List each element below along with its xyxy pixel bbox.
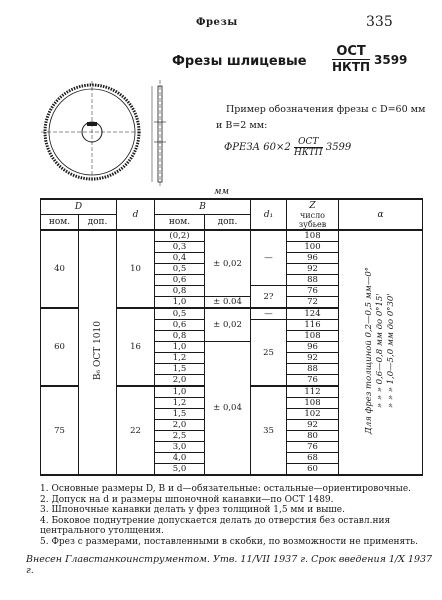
unit-label: мм xyxy=(214,187,229,197)
header-Z-sub: число зубьев xyxy=(298,210,327,229)
cell-B: 0,8 xyxy=(155,286,205,297)
designation-fraction xyxy=(294,137,323,158)
cell-d: 22 xyxy=(117,386,155,475)
header-d: d xyxy=(117,199,155,230)
header-D-nom: ном. xyxy=(41,215,79,231)
cell-B: 1,0 xyxy=(155,342,205,353)
cell-B: 3,0 xyxy=(155,442,205,453)
cell-Z: 116 xyxy=(287,320,339,331)
cell-d1: 35 xyxy=(251,386,287,475)
cell-d1: — xyxy=(251,230,287,286)
cell-D-tolerance xyxy=(79,230,117,475)
example-designation xyxy=(224,137,351,158)
cell-B: 1,2 xyxy=(155,353,205,364)
alpha-note: » » » 0,6—0,8 мм до 0°15' xyxy=(375,293,385,409)
cell-B: 0,3 xyxy=(155,242,205,253)
designation-numerator: ОСТ xyxy=(294,137,323,148)
example-line-1: Пример обозначения фрезы с D=60 мм xyxy=(226,104,426,115)
table-bottom-rule xyxy=(41,475,423,476)
cell-Z: 76 xyxy=(287,442,339,453)
designation-code: 3599 xyxy=(325,142,352,153)
note: 3. Шпоночные канавки делать у фрез толщиной 1,5 мм и выше. xyxy=(40,505,345,515)
header-B: B xyxy=(155,199,251,215)
cell-Z: 80 xyxy=(287,431,339,442)
cell-Z: 88 xyxy=(287,364,339,375)
cell-B: 0,8 xyxy=(155,331,205,342)
cell-d1: — xyxy=(251,308,287,320)
cutter-front-view xyxy=(41,81,143,183)
cell-d1: 25 xyxy=(251,320,287,387)
alpha-note: Для фрез толщиной 0,2—0,5 мм—0° xyxy=(364,267,374,435)
cell-B: 0,4 xyxy=(155,253,205,264)
ost-tolerance-label: B₆ ОСТ 1010 xyxy=(92,321,103,381)
cell-D: 75 xyxy=(41,386,79,475)
cell-Z: 72 xyxy=(287,297,339,309)
cell-alpha xyxy=(339,230,423,475)
cell-B-tolerance: ± 0.04 xyxy=(205,297,251,309)
cell-Z: 92 xyxy=(287,420,339,431)
cell-d1: 2? xyxy=(251,286,287,309)
header-D: D xyxy=(41,199,117,215)
standard-denominator: НКТП xyxy=(332,60,371,74)
cell-D: 60 xyxy=(41,308,79,386)
cell-Z: 108 xyxy=(287,331,339,342)
cell-Z: 60 xyxy=(287,464,339,476)
cell-B-tolerance: ± 0,02 xyxy=(205,308,251,342)
spec-table xyxy=(40,198,423,476)
cell-B: 4,0 xyxy=(155,453,205,464)
header-B-nom: ном. xyxy=(155,215,205,231)
alpha-note: » » » 1,0—5,0 мм до 0°30' xyxy=(386,293,396,409)
alpha-notes xyxy=(364,267,397,434)
cell-B: 0,5 xyxy=(155,264,205,275)
cell-B: (0,2) xyxy=(155,230,205,242)
table-row xyxy=(41,230,423,242)
cell-Z: 100 xyxy=(287,242,339,253)
approval-footer: Внесен Главстанкоинструментом. Утв. 11/VII 1937 г. Срок введения 1/X 1937 г. xyxy=(26,554,433,576)
cell-B: 0,6 xyxy=(155,320,205,331)
cell-Z: 76 xyxy=(287,286,339,297)
cell-Z: 88 xyxy=(287,275,339,286)
cell-Z: 112 xyxy=(287,386,339,398)
page-title: Фрезы шлицевые xyxy=(172,54,307,69)
cell-Z: 76 xyxy=(287,375,339,387)
cell-Z: 92 xyxy=(287,353,339,364)
example-line-2: и B=2 мм: xyxy=(216,120,268,131)
cell-B-tolerance: ± 0,04 xyxy=(205,342,251,476)
cell-d: 10 xyxy=(117,230,155,308)
designation-denominator: НКТП xyxy=(293,148,323,158)
cell-D: 40 xyxy=(41,230,79,308)
note: 1. Основные размеры D, B и d—обязательные: остальные—ориентировочные. xyxy=(40,484,412,494)
cell-Z: 102 xyxy=(287,409,339,420)
cell-B: 1,0 xyxy=(155,297,205,309)
cell-B: 1,5 xyxy=(155,409,205,420)
cell-B: 2,5 xyxy=(155,431,205,442)
cell-B: 5,0 xyxy=(155,464,205,476)
cell-B-tolerance: ± 0,02 xyxy=(205,230,251,297)
standard-fraction xyxy=(332,44,370,74)
cell-B: 0,5 xyxy=(155,308,205,320)
cell-Z: 92 xyxy=(287,264,339,275)
header-B-dop: доп. xyxy=(205,215,251,231)
cell-B: 2,0 xyxy=(155,375,205,387)
note: 4. Боковое поднутрение допускается делать до отверстия без оставл.ния центрального утолщения. xyxy=(40,515,391,536)
header-d1: d₁ xyxy=(251,199,287,230)
cell-B: 2,0 xyxy=(155,420,205,431)
cell-Z: 68 xyxy=(287,453,339,464)
notes xyxy=(40,484,432,547)
running-header: Фрезы xyxy=(196,17,238,28)
cell-Z: 96 xyxy=(287,342,339,353)
standard-code: 3599 xyxy=(374,53,408,67)
note: 2. Допуск на d и размеры шпоночной канавки—по ОСТ 1489. xyxy=(40,494,334,505)
cell-B: 1,5 xyxy=(155,364,205,375)
cell-Z: 96 xyxy=(287,253,339,264)
header-Z-symbol: Z xyxy=(309,200,316,211)
cell-d: 16 xyxy=(117,308,155,386)
note: 5. Фрез с размерами, поставленными в скобки, по возможности не применять. xyxy=(40,536,418,547)
cutter-side-view xyxy=(152,80,166,188)
cell-Z: 108 xyxy=(287,230,339,242)
standard-numerator: ОСТ xyxy=(332,44,370,60)
designation-prefix: ФРЕЗА 60×2 xyxy=(224,142,291,153)
cell-Z: 108 xyxy=(287,398,339,409)
header-Z xyxy=(287,199,339,230)
cell-B: 1,0 xyxy=(155,386,205,398)
header-D-dop: доп. xyxy=(79,215,117,231)
header-alpha: α xyxy=(339,199,423,230)
page-number: 335 xyxy=(366,14,393,30)
cell-Z: 124 xyxy=(287,308,339,320)
cell-B: 0,6 xyxy=(155,275,205,286)
cutter-drawing xyxy=(40,76,180,196)
cell-B: 1,2 xyxy=(155,398,205,409)
